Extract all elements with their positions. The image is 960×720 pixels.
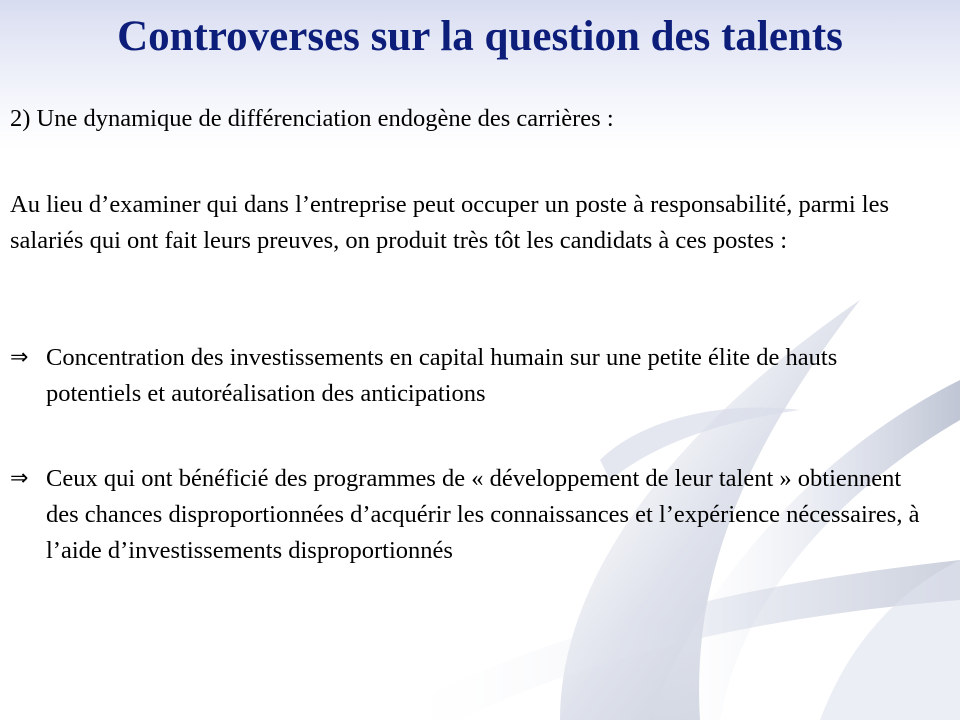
intro-paragraph: Au lieu d’examiner qui dans l’entreprise peut occuper un poste à responsabilité, parmi les salariés qui ont fait leurs preuves, on produit très tôt les candidats à ces postes : bbox=[10, 191, 889, 254]
double-arrow-right-icon: ⇒ bbox=[10, 466, 29, 491]
section-subtitle: 2) Une dynamique de différenciation endogène des carrières : bbox=[10, 105, 614, 132]
bullet-text: Ceux qui ont bénéficié des programmes de « développement de leur talent » obtiennent des chances disproportionnées d’acquérir les connaissances et l’expérience nécessaires, à l’aide d’investissements disproportionnés bbox=[46, 465, 920, 564]
bullet-text: Concentration des investissements en capital humain sur une petite élite de hauts potentiels et autoréalisation des anticipations bbox=[46, 344, 838, 407]
bullet-item bbox=[10, 340, 930, 412]
slide-title: Controverses sur la question des talents bbox=[117, 13, 843, 60]
double-arrow-right-icon: ⇒ bbox=[10, 345, 29, 370]
bullet-item bbox=[10, 461, 930, 569]
